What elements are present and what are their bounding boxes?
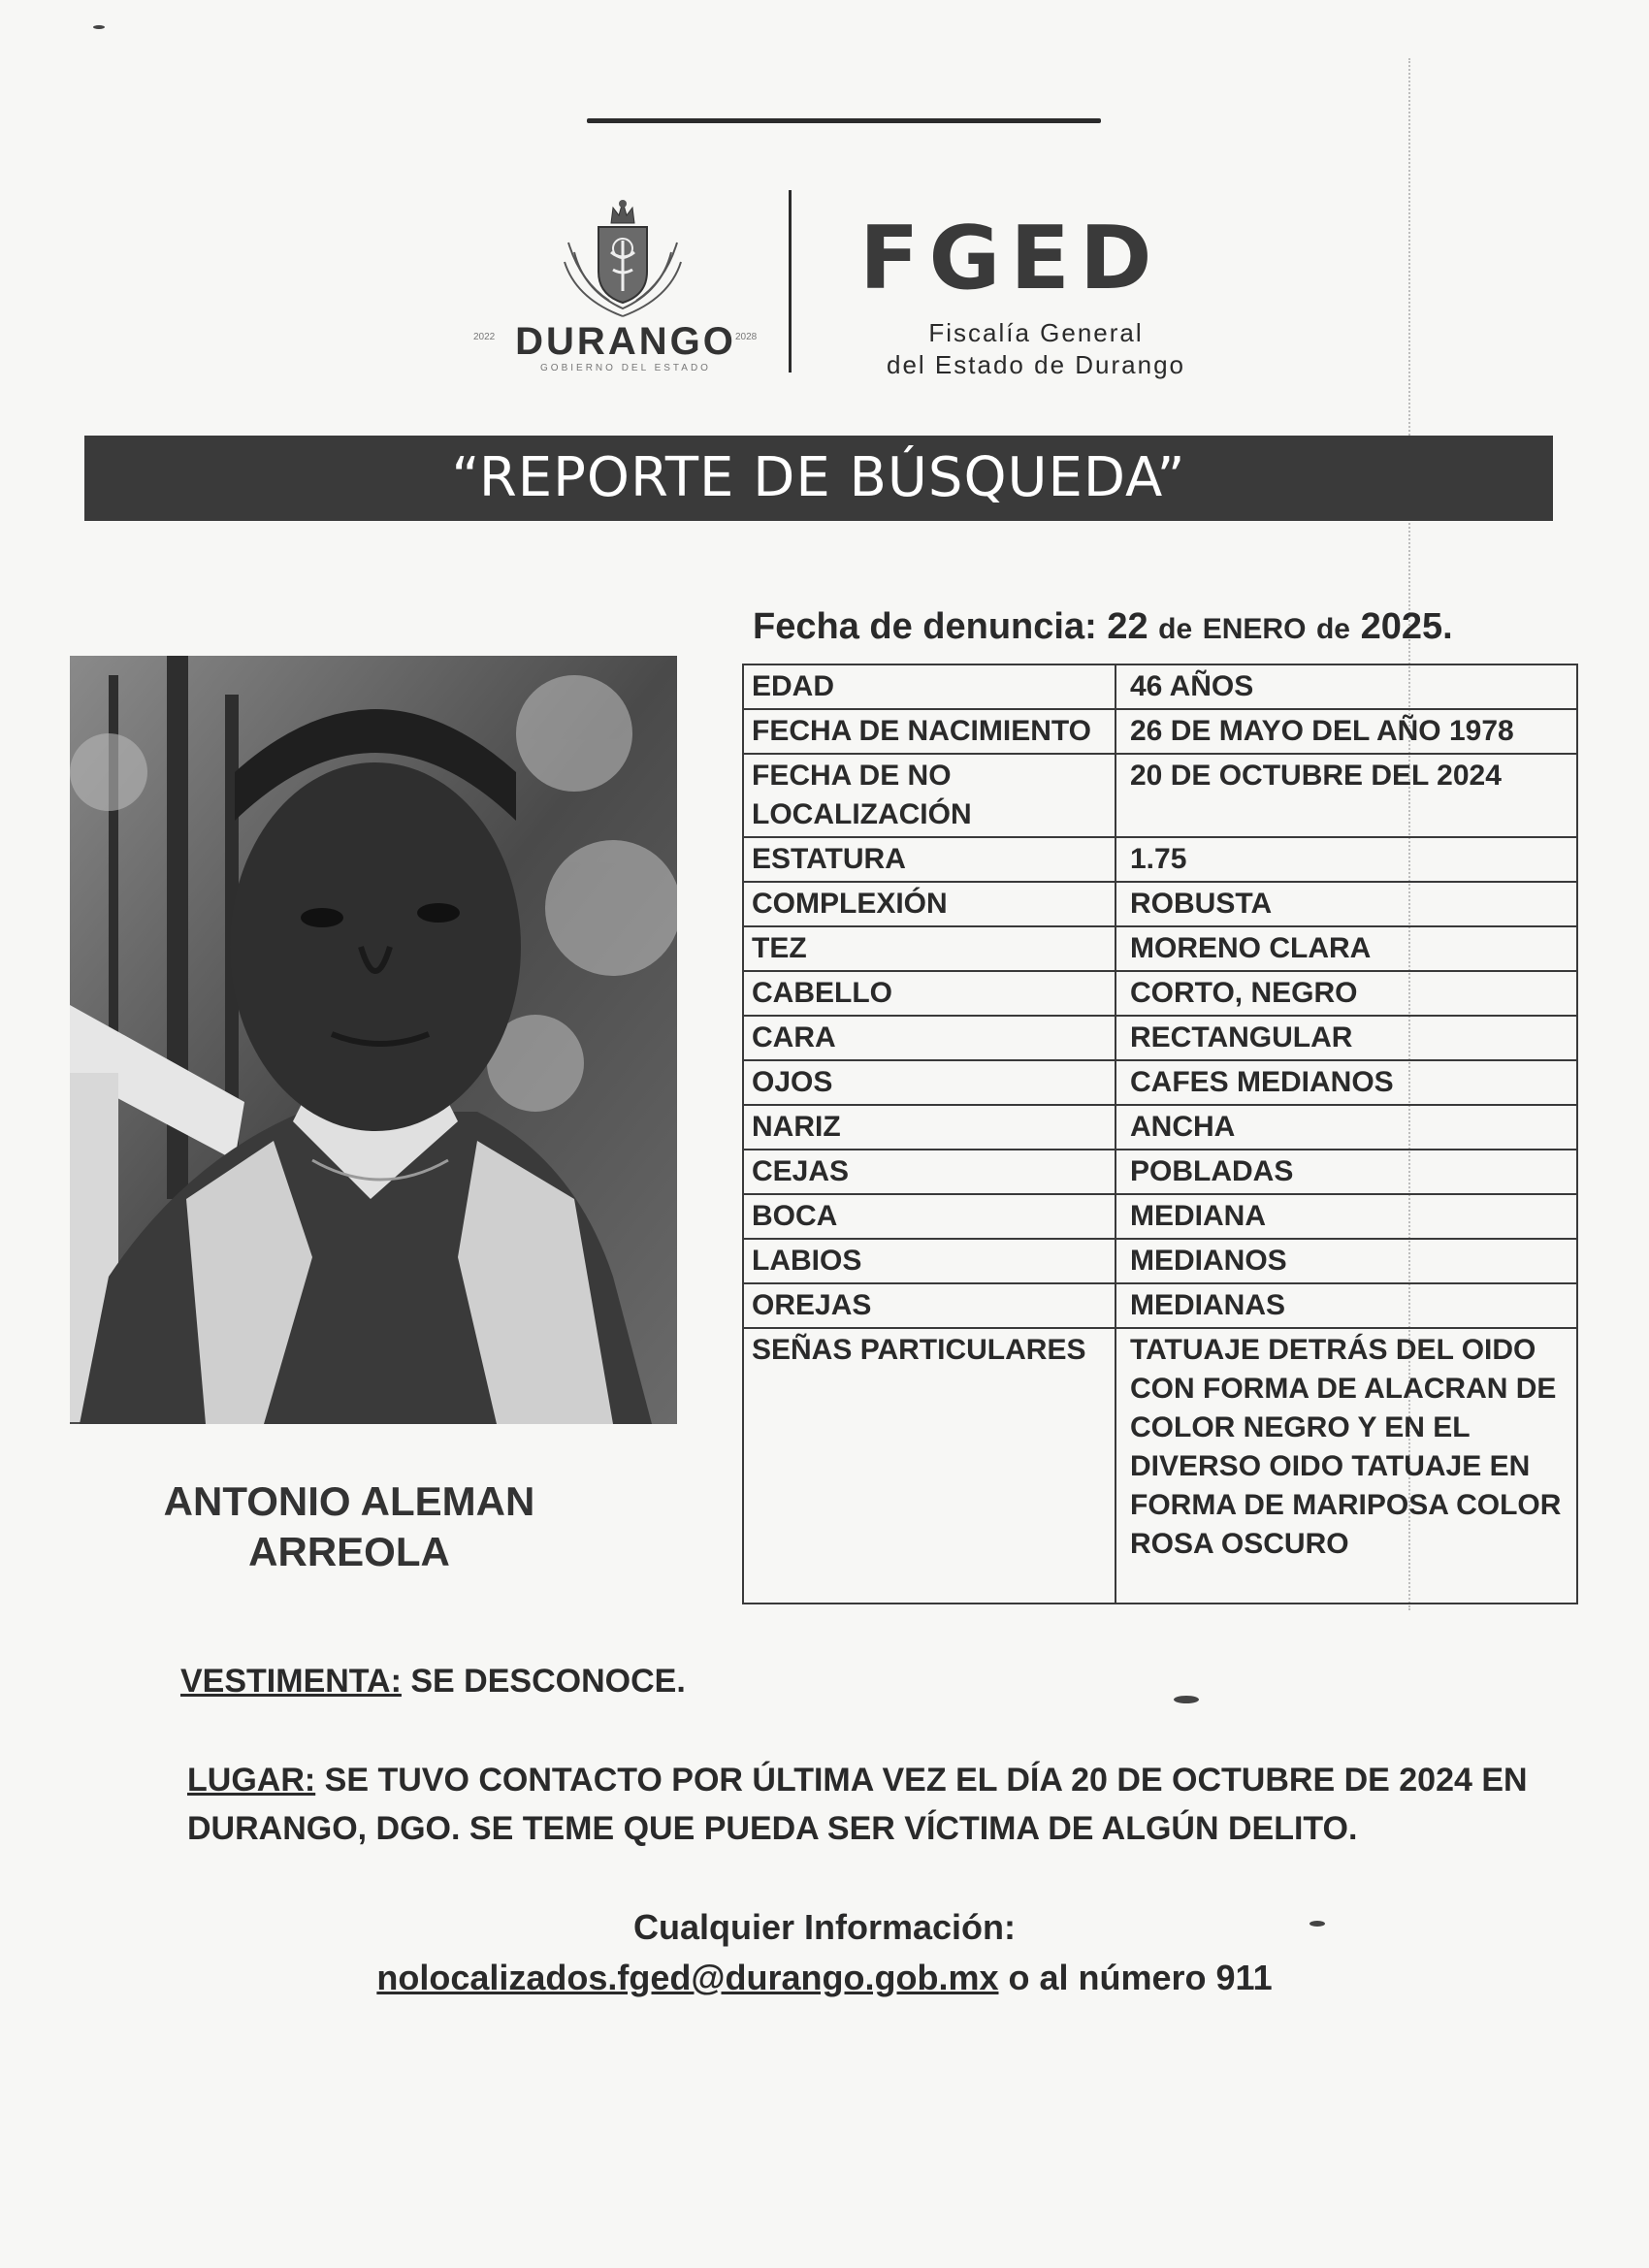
table-row (743, 754, 1577, 837)
row-label: TEZ (743, 926, 1116, 971)
report-title-banner: “REPORTE DE BÚSQUEDA” (84, 436, 1553, 521)
lugar (187, 1756, 1574, 1853)
scan-speck (93, 25, 105, 29)
person-name-line2: ARREOLA (248, 1529, 450, 1574)
table-row (743, 1150, 1577, 1194)
top-rule (587, 118, 1101, 123)
person-name-line1: ANTONIO ALEMAN (163, 1478, 535, 1524)
vestimenta (180, 1663, 686, 1701)
contact-suffix: o al número 911 (998, 1958, 1273, 1997)
row-value: 1.75 (1116, 837, 1577, 882)
row-label: CABELLO (743, 971, 1116, 1016)
row-label: FECHA DE NACIMIENTO (743, 709, 1116, 754)
vestimenta-text: SE DESCONOCE. (401, 1663, 686, 1700)
fecha-de1: de (1158, 613, 1193, 645)
vestimenta-label: VESTIMENTA: (180, 1663, 402, 1700)
contact-title: Cualquier Información: (632, 1907, 1017, 1947)
fged-subtitle-line2: del Estado de Durango (887, 350, 1185, 379)
row-value: 26 DE MAYO DEL AÑO 1978 (1116, 709, 1577, 754)
durango-year-right: 2028 (735, 332, 758, 342)
row-label: OREJAS (743, 1283, 1116, 1328)
fecha-denuncia (753, 606, 1453, 648)
row-label: LABIOS (743, 1239, 1116, 1283)
person-photo (70, 656, 677, 1424)
row-label: CARA (743, 1016, 1116, 1060)
fged-logo (852, 208, 1259, 380)
table-row (743, 1239, 1577, 1283)
row-value: MEDIANA (1116, 1194, 1577, 1239)
table-row (743, 837, 1577, 882)
row-label: COMPLEXIÓN (743, 882, 1116, 926)
table-row (743, 1016, 1577, 1060)
row-label: OJOS (743, 1060, 1116, 1105)
row-label: CEJAS (743, 1150, 1116, 1194)
row-value: MORENO CLARA (1116, 926, 1577, 971)
row-value: ANCHA (1116, 1105, 1577, 1150)
contact-email-link[interactable]: nolocalizados.fged@durango.gob.mx (376, 1958, 999, 1997)
fecha-day: 22 (1107, 606, 1148, 647)
row-label: EDAD (743, 664, 1116, 709)
row-value: CORTO, NEGRO (1116, 971, 1577, 1016)
fecha-label: Fecha de denuncia: (753, 606, 1097, 647)
row-label: BOCA (743, 1194, 1116, 1239)
scan-speck (1310, 1921, 1325, 1927)
lugar-text: SE TUVO CONTACTO POR ÚLTIMA VEZ EL DÍA 20 DE OCTUBRE DE 2024 EN DURANGO, DGO. SE TEME QUE PUEDA SER VÍCTIMA DE ALGÚN DELITO. (187, 1762, 1528, 1847)
person-name (116, 1476, 582, 1577)
row-value: 20 DE OCTUBRE DEL 2024 (1116, 754, 1577, 837)
row-label: NARIZ (743, 1105, 1116, 1150)
row-label: FECHA DE NO LOCALIZACIÓN (743, 754, 1116, 837)
row-value: TATUAJE DETRÁS DEL OIDO CON FORMA DE ALACRAN DE COLOR NEGRO Y EN EL DIVERSO OIDO TATUAJE EN FORMA DE MARIPOSA COLOR ROSA OSCURO (1116, 1328, 1577, 1604)
table-row (743, 926, 1577, 971)
durango-wordmark: DURANGO (515, 320, 736, 363)
row-value: MEDIANOS (1116, 1239, 1577, 1283)
row-value: RECTANGULAR (1116, 1016, 1577, 1060)
table-row (743, 1194, 1577, 1239)
table-row (743, 1283, 1577, 1328)
row-value: MEDIANAS (1116, 1283, 1577, 1328)
row-label: ESTATURA (743, 837, 1116, 882)
person-photo-image (70, 656, 677, 1424)
durango-crest-icon (555, 194, 691, 320)
fecha-year: 2025. (1360, 606, 1453, 647)
fged-title: FGED (859, 208, 1162, 309)
table-row (743, 664, 1577, 709)
table-row (743, 1328, 1577, 1604)
lugar-label: LUGAR: (187, 1762, 316, 1798)
row-value: POBLADAS (1116, 1150, 1577, 1194)
row-value: ROBUSTA (1116, 882, 1577, 926)
table-row (743, 709, 1577, 754)
fecha-de2: de (1315, 613, 1350, 645)
row-label: SEÑAS PARTICULARES (743, 1328, 1116, 1604)
row-value: CAFES MEDIANOS (1116, 1060, 1577, 1105)
scan-speck (1174, 1696, 1199, 1703)
durango-year-left: 2022 (473, 332, 496, 342)
table-row (743, 1060, 1577, 1105)
fecha-month: ENERO (1202, 613, 1307, 645)
table-row (743, 882, 1577, 926)
table-row (743, 1105, 1577, 1150)
table-row (743, 971, 1577, 1016)
row-value: 46 AÑOS (1116, 664, 1577, 709)
durango-subtitle: GOBIERNO DEL ESTADO (540, 363, 711, 373)
header-divider (789, 190, 792, 373)
contact-line (0, 1958, 1649, 1998)
fged-subtitle-line1: Fiscalía General (928, 318, 1144, 347)
durango-logo (466, 184, 786, 378)
person-data-table (742, 664, 1578, 1604)
